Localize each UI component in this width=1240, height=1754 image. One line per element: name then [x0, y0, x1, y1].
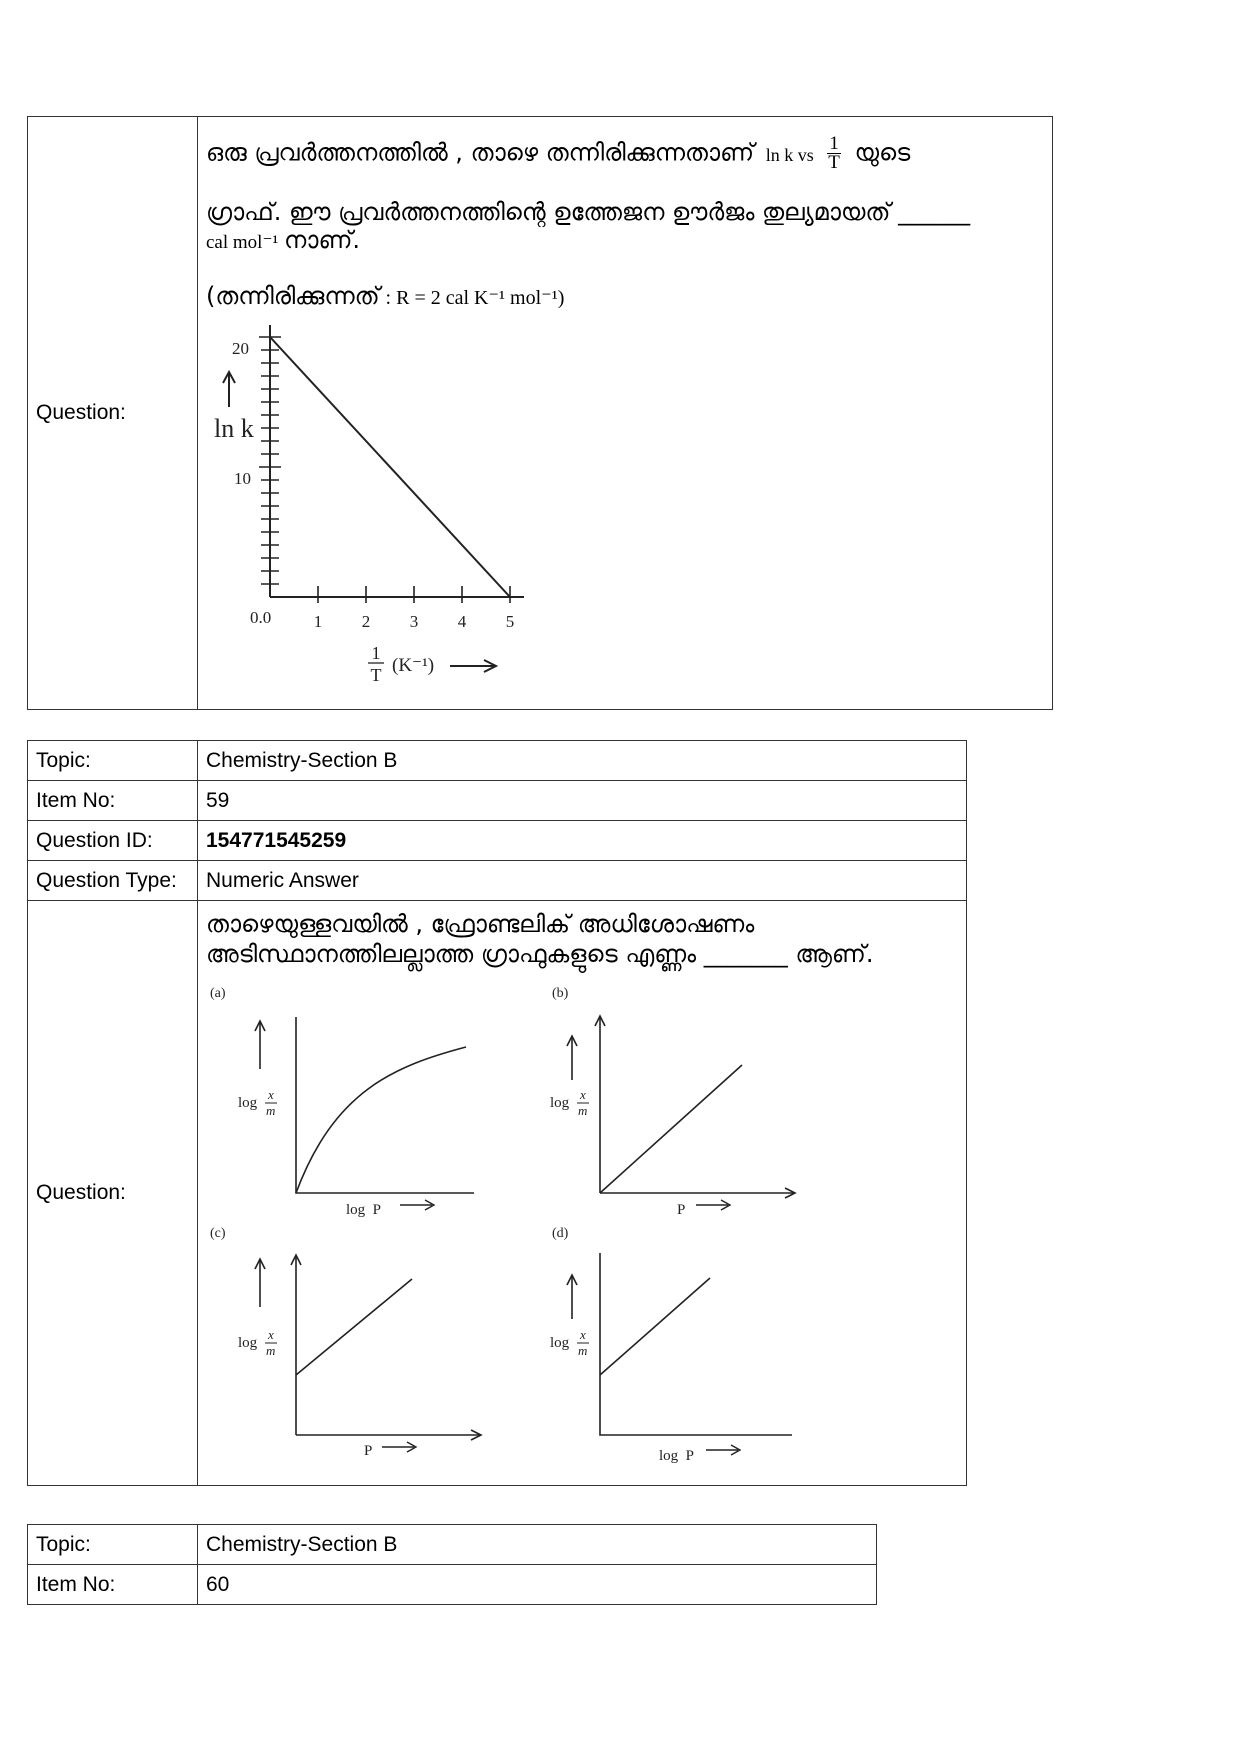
question-content	[198, 117, 1053, 710]
question-line-1: താഴെയുള്ളവയിൽ , ഫ്രോണ്ടലിക് അധിശോഷണം	[206, 910, 755, 938]
up-arrow-icon	[567, 1036, 577, 1080]
question-block-2	[27, 740, 967, 1486]
x-tick-label-1: 1	[313, 612, 323, 631]
x-axis-label: log P	[346, 1202, 382, 1218]
up-arrow-icon	[223, 372, 235, 407]
item-label: Item No:	[28, 1565, 198, 1605]
topic-value: Chemistry-Section B	[198, 1525, 877, 1565]
y-fraction-num: x	[268, 1087, 274, 1102]
question-row	[28, 901, 967, 1486]
y-axis-label: log	[238, 1335, 258, 1351]
given-r-value: : R = 2 cal K⁻¹ mol⁻¹)	[385, 287, 565, 309]
graph-a	[210, 986, 474, 1218]
y-tick-label-20: 20	[232, 339, 249, 358]
y-fraction-num: x	[268, 1327, 274, 1342]
x-tick-label-5: 5	[505, 612, 515, 631]
question-content	[198, 901, 967, 1486]
graph-d	[550, 1226, 792, 1464]
straight-line	[600, 1278, 710, 1375]
right-arrow-icon	[696, 1200, 730, 1210]
question-line-2: അടിസ്ഥാനത്തിലല്ലാത്ത ഗ്രാഫുകളുടെ എണ്ണം _______ ആണ്.	[206, 940, 874, 968]
y-axis-label: log	[238, 1095, 258, 1111]
question-block-3	[27, 1524, 877, 1605]
topic-label: Topic:	[28, 741, 198, 781]
y-fraction-den: m	[266, 1103, 276, 1118]
question-type-row	[28, 861, 967, 901]
x-tick-label-2: 2	[361, 612, 371, 631]
question-line-2: ഗ്രാഫ്. ഈ പ്രവർത്തനത്തിന്റെ ഉത്തേജന ഊർജം തുല്യമായത് ______	[206, 198, 971, 226]
question-label: Question:	[28, 117, 198, 710]
x-axis-label: P	[677, 1202, 686, 1218]
graph-b	[550, 986, 795, 1218]
right-arrow-icon	[382, 1442, 416, 1452]
y-axis-label: log	[550, 1095, 570, 1111]
x-tick-label-3: 3	[409, 612, 419, 631]
graph-tick-marks	[259, 337, 510, 603]
graph-tag: (b)	[552, 986, 569, 1001]
right-arrow-icon	[706, 1445, 740, 1455]
item-value: 60	[198, 1565, 877, 1605]
x-tick-labels	[314, 612, 515, 631]
question-type-value: Numeric Answer	[198, 861, 967, 901]
question-line-1-end: യുടെ	[854, 138, 911, 167]
straight-line	[296, 1279, 412, 1375]
item-row	[28, 1565, 877, 1605]
topic-row	[28, 741, 967, 781]
up-arrow-icon	[255, 1259, 265, 1307]
graph-axes	[600, 1253, 792, 1435]
x-tick-label-4: 4	[457, 612, 467, 631]
origin-label: 0.0	[250, 608, 272, 627]
x-label-unit: (K⁻¹)	[392, 655, 435, 676]
item-row	[28, 781, 967, 821]
x-axis-label: P	[364, 1443, 373, 1459]
given-text: (തന്നിരിക്കുന്നത്	[206, 282, 380, 310]
topic-row	[28, 1525, 877, 1565]
y-axis-label: ln k	[214, 414, 254, 443]
curve-line	[296, 1047, 466, 1193]
x-label-denominator: T	[370, 665, 382, 685]
y-fraction-num: x	[580, 1087, 586, 1102]
y-axis-label: log	[550, 1335, 570, 1351]
graph-c	[210, 1226, 481, 1459]
y-fraction-den: m	[578, 1103, 588, 1118]
unit-cal-mol: cal mol⁻¹	[206, 232, 279, 253]
ln-k-vs: ln k vs	[765, 144, 814, 165]
question-type-label: Question Type:	[28, 861, 198, 901]
graph-tag: (c)	[210, 1226, 226, 1241]
topic-value: Chemistry-Section B	[198, 741, 967, 781]
question-line-1: ഒരു പ്രവർത്തനത്തിൽ , താഴെ തന്നിരിക്കുന്നതാണ്	[206, 138, 755, 167]
up-arrow-icon	[567, 1275, 577, 1319]
ln-k-data-line	[270, 337, 510, 597]
y-fraction-den: m	[578, 1343, 588, 1358]
question-line-3: നാണ്.	[284, 226, 361, 254]
topic-label: Topic:	[28, 1525, 198, 1565]
question-id-row	[28, 821, 967, 861]
item-label: Item No:	[28, 781, 198, 821]
freundlich-graphs	[204, 981, 964, 1481]
graph-tag: (d)	[552, 1226, 569, 1241]
question-label: Question:	[28, 901, 198, 1486]
x-label-numerator: 1	[371, 643, 381, 663]
question-text	[206, 127, 1044, 310]
fraction-numerator: 1	[829, 133, 839, 154]
question-id-label: Question ID:	[28, 821, 198, 861]
right-arrow-icon	[450, 660, 496, 672]
graph-axes	[296, 1017, 474, 1193]
straight-line	[600, 1065, 742, 1193]
fraction-denominator: T	[828, 152, 840, 173]
one-over-t-fraction	[827, 135, 841, 172]
question-id-value: 154771545259	[198, 821, 967, 861]
y-fraction-den: m	[266, 1343, 276, 1358]
right-arrow-icon	[400, 1200, 434, 1210]
y-tick-label-10: 10	[234, 469, 251, 488]
up-arrow-icon	[255, 1021, 265, 1069]
x-axis-label: log P	[659, 1448, 695, 1464]
ln-k-graph	[204, 317, 564, 697]
question-row	[28, 117, 1053, 710]
y-fraction-num: x	[580, 1327, 586, 1342]
graph-axes	[270, 325, 524, 597]
question-block-1	[27, 116, 1053, 710]
graph-tag: (a)	[210, 986, 226, 1001]
item-value: 59	[198, 781, 967, 821]
